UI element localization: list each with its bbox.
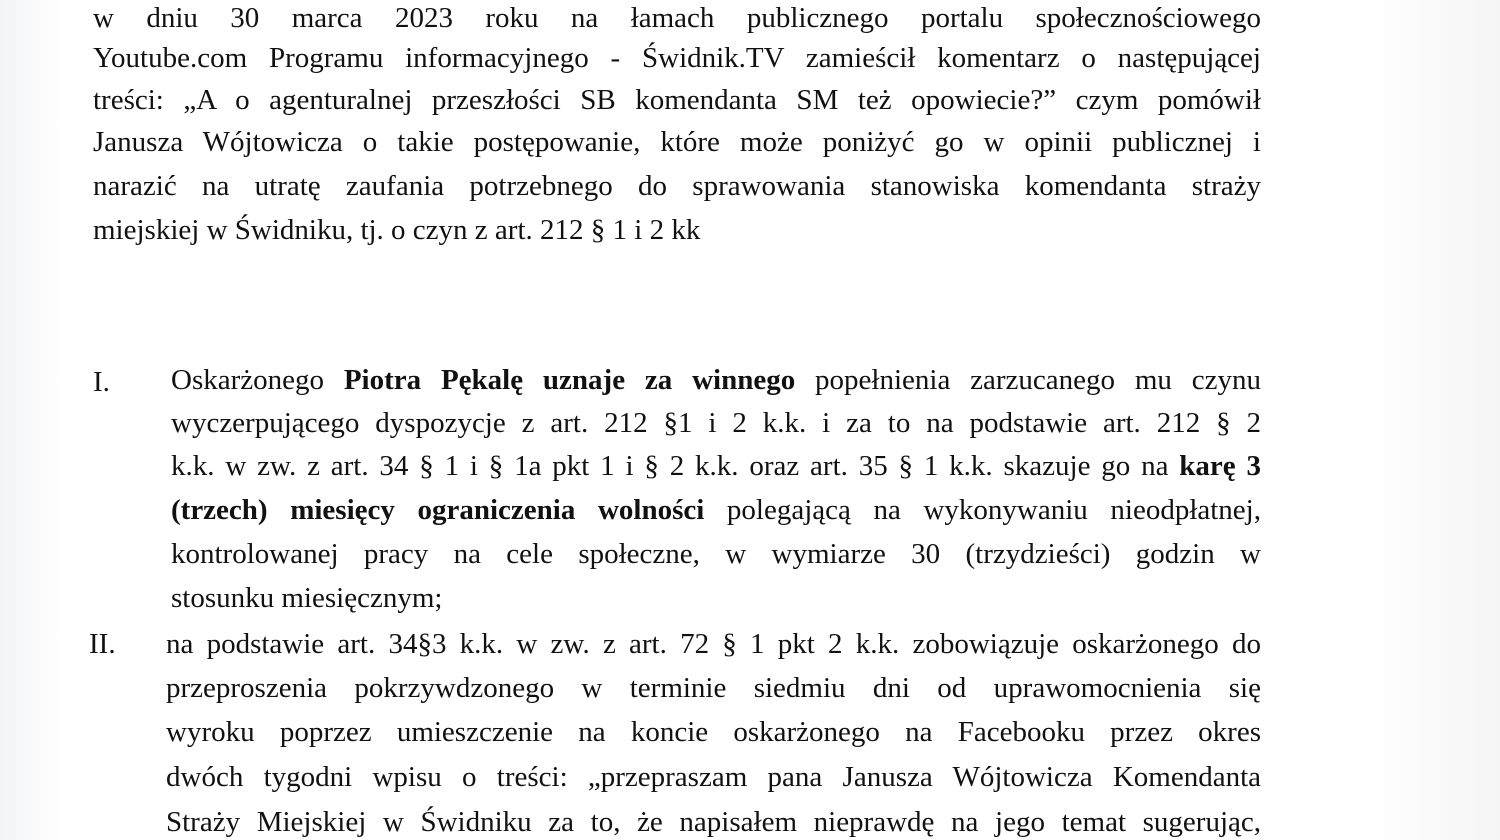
defendant-verdict-bold: Piotra Pękalę uznaje za winnego bbox=[343, 364, 796, 396]
scan-edge-shadow-left bbox=[0, 0, 64, 840]
intro-line-6: miejskiej w Świdniku, tj. o czyn z art. 212 § 1 i 2 kk bbox=[93, 214, 701, 246]
point-1-line-2: wyczerpującego dyspozycje z art. 212 §1 i 2 k.k. i za to na podstawie art. 212 § 2 bbox=[171, 407, 1261, 439]
intro-line-3: treści: „A o agenturalnej przeszłości SB komendanta SM też opowiecie?” czym pomówił bbox=[93, 84, 1261, 116]
point-1-line-4-tail: polegającą na wykonywaniu nieodpłatnej, bbox=[704, 494, 1261, 526]
intro-line-4: Janusza Wójtowicza o takie postępowanie, które może poniżyć go w opinii publicznej i bbox=[93, 126, 1261, 158]
point-2-numeral: II. bbox=[89, 628, 116, 660]
point-1-line-1 bbox=[171, 366, 1261, 395]
sentence-bold-start: karę 3 bbox=[1179, 450, 1261, 482]
point-2-line-2: przeproszenia pokrzywdzonego w terminie siedmiu dni od uprawomocnienia się bbox=[166, 672, 1261, 704]
scan-edge-shadow-right bbox=[1360, 0, 1500, 840]
point-1-line-3-text: k.k. w zw. z art. 34 § 1 i § 1a pkt 1 i § 2 k.k. oraz art. 35 § 1 k.k. skazuje go na bbox=[171, 450, 1180, 482]
point-1-line-6: stosunku miesięcznym; bbox=[171, 582, 443, 614]
point-1-line-5: kontrolowanej pracy na cele społeczne, w wymiarze 30 (trzydzieści) godzin w bbox=[171, 538, 1261, 570]
point-2-line-1: na podstawie art. 34§3 k.k. w zw. z art. 72 § 1 pkt 2 k.k. zobowiązuje oskarżonego do bbox=[166, 628, 1261, 660]
sentence-bold-end: (trzech) miesięcy ograniczenia wolności bbox=[171, 494, 705, 526]
point-2-line-3: wyroku poprzez umieszczenie na koncie oskarżonego na Facebooku przez okres bbox=[166, 716, 1261, 748]
intro-line-1: w dniu 30 marca 2023 roku na łamach publicznego portalu społecznościowego bbox=[93, 2, 1261, 34]
point-1-line-1-tail: popełnienia zarzucanego mu czynu bbox=[795, 364, 1261, 396]
point-1-line-3 bbox=[171, 452, 1261, 481]
point-1-numeral: I. bbox=[93, 366, 110, 398]
point-2-line-4: dwóch tygodni wpisu o treści: „przepraszam pana Janusza Wójtowicza Komendanta bbox=[166, 761, 1261, 793]
intro-line-2: Youtube.com Programu informacyjnego - Świdnik.TV zamieścił komentarz o następującej bbox=[93, 42, 1261, 74]
point-2-line-5: Straży Miejskiej w Świdniku za to, że napisałem nieprawdę na jego temat sugerując, bbox=[166, 806, 1261, 838]
point-1-line-1-text: Oskarżonego bbox=[171, 364, 344, 396]
intro-line-5: narazić na utratę zaufania potrzebnego do sprawowania stanowiska komendanta straży bbox=[93, 170, 1261, 202]
point-1-line-4 bbox=[171, 496, 1261, 525]
